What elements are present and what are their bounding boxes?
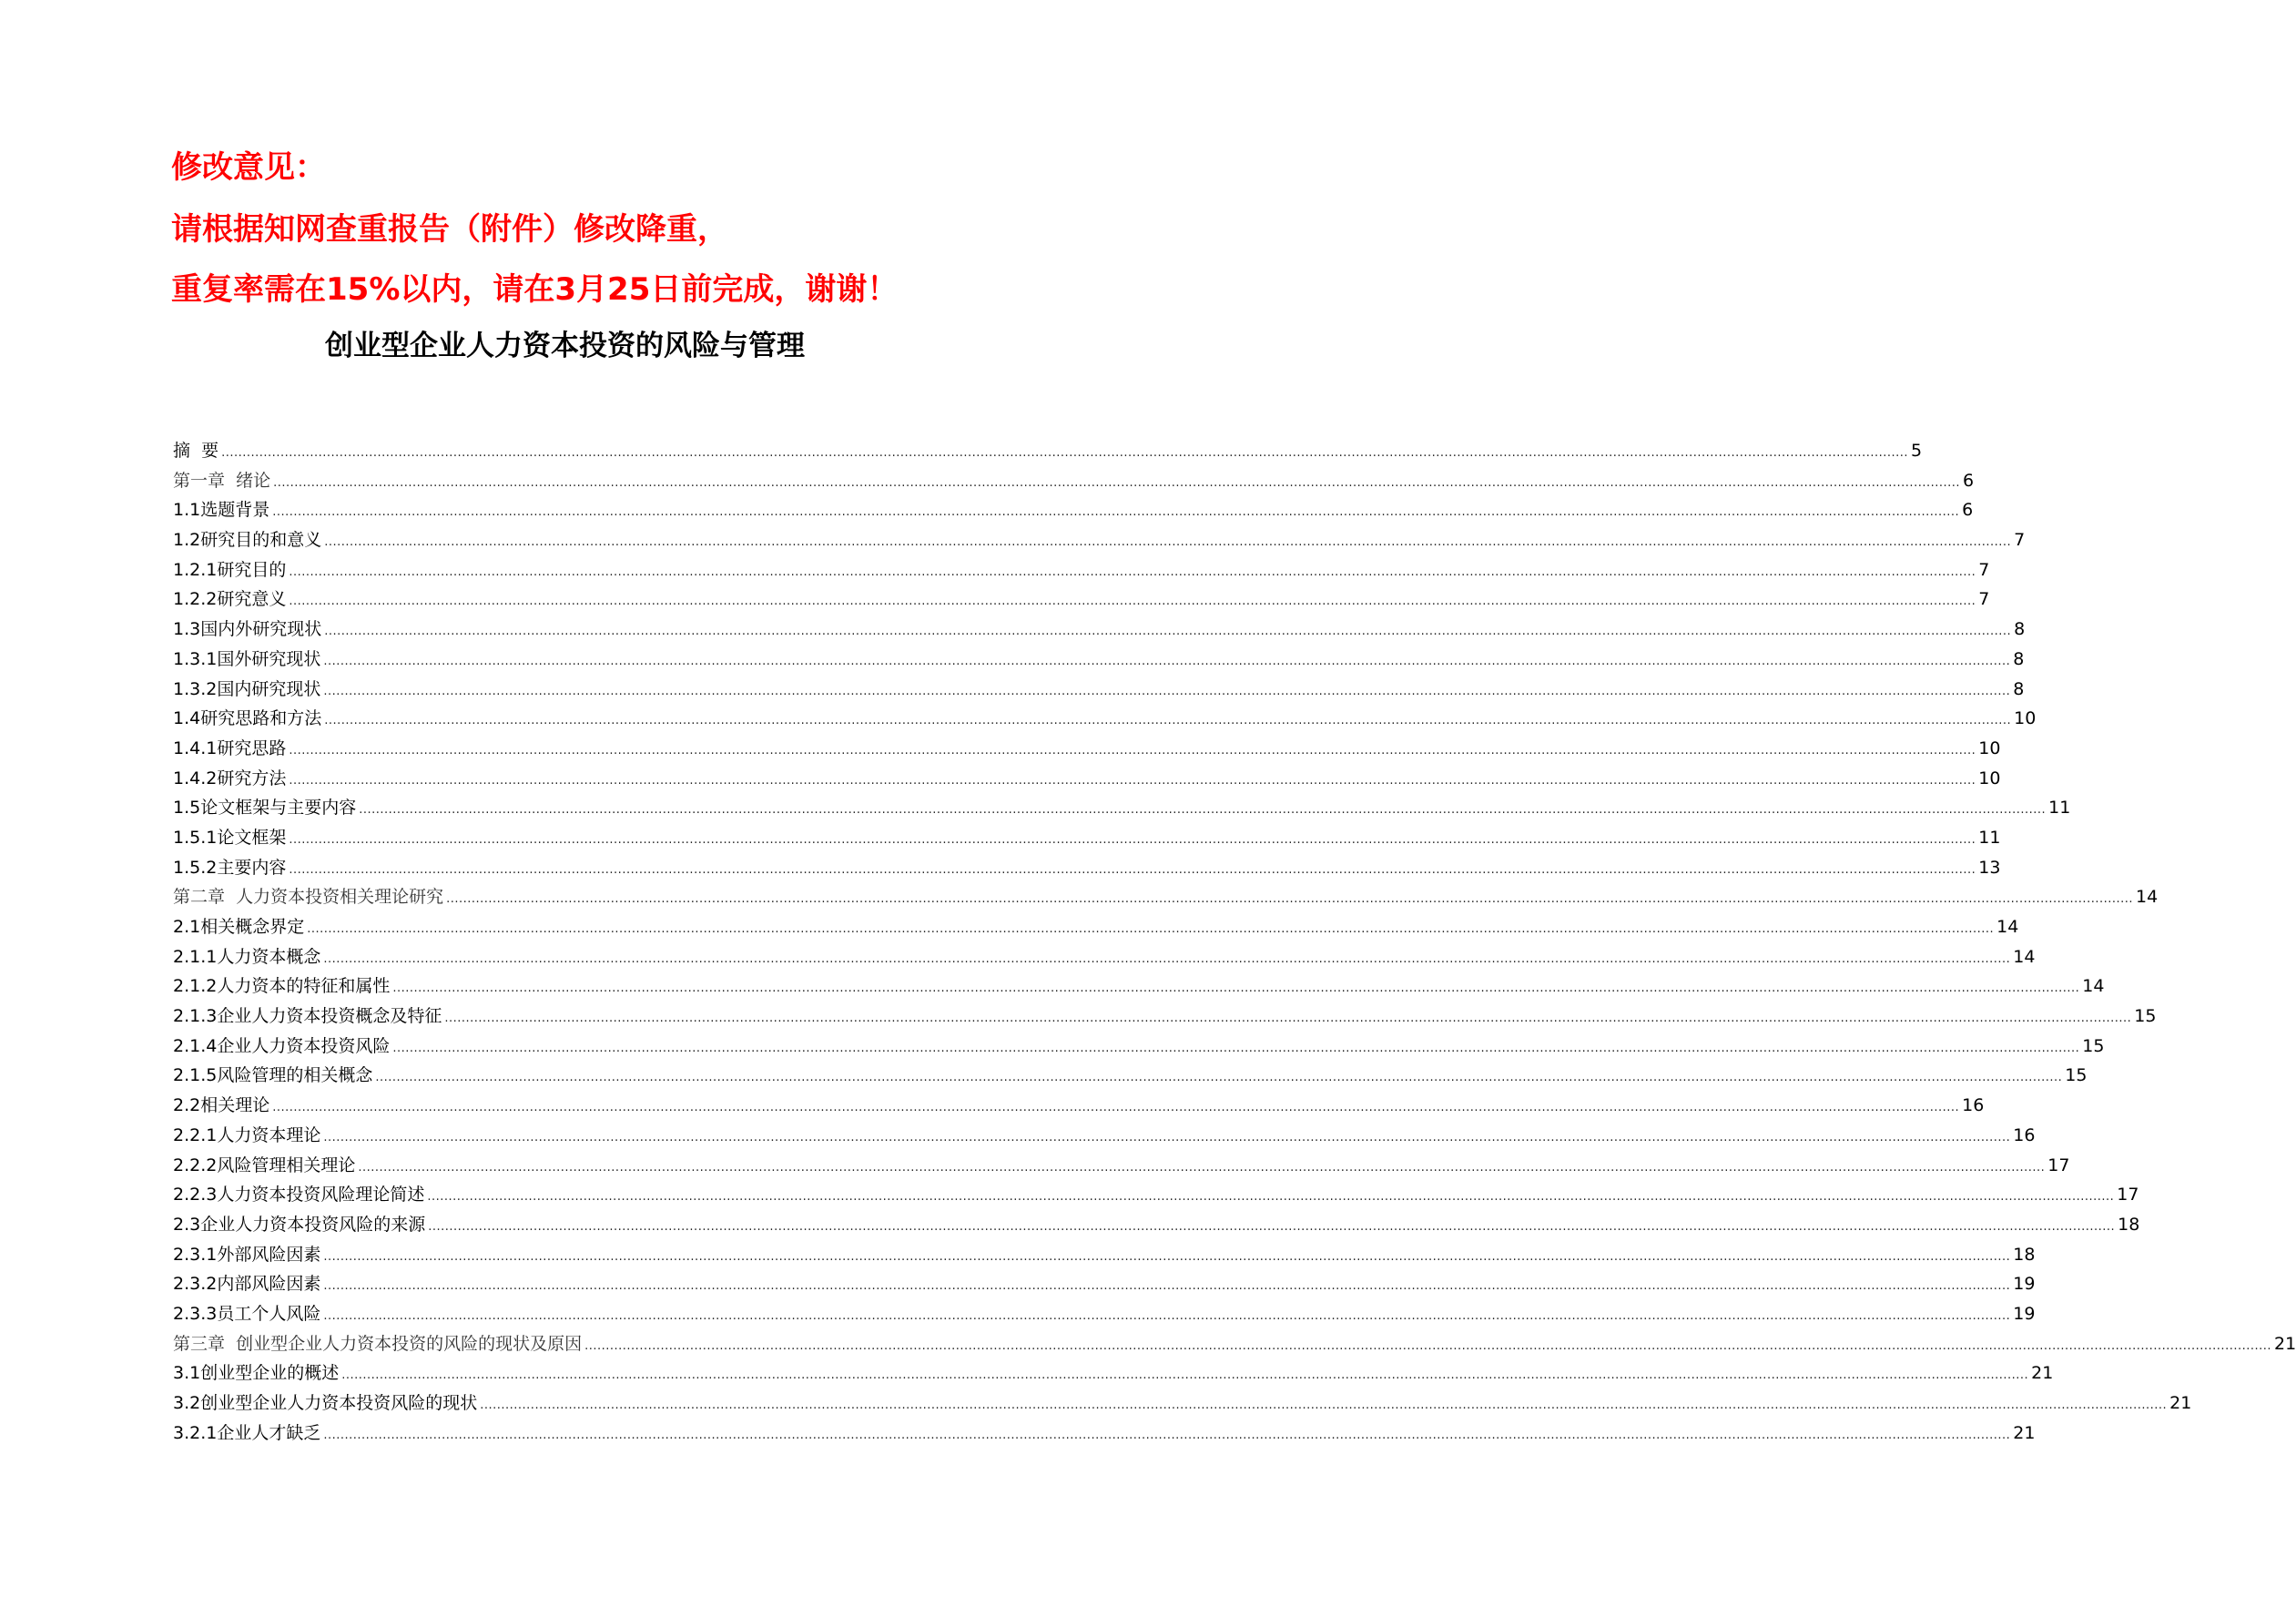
toc-entry-label: 2.1相关概念界定 [173,917,305,937]
toc-entry[interactable] [173,1210,2140,1240]
toc-entry[interactable] [173,466,1975,496]
toc-entry-page-number: 13 [1978,857,2001,878]
toc-entry-label: 1.4.2研究方法 [173,768,287,788]
toc-entry-label: 1.4研究思路和方法 [173,708,322,729]
toc-dot-leader: ................................................................................................................................................................................................................................................................................................................................................................................................................ [584,1338,2272,1353]
toc-entry-page-number: 8 [2013,648,2025,669]
toc-entry-page-number: 10 [1978,737,2001,758]
table-of-contents [173,436,2296,1448]
toc-entry-label: 3.2创业型企业人力资本投资风险的现状 [173,1393,478,1413]
toc-entry-page-number: 21 [2274,1333,2296,1354]
toc-entry-label: 2.1.2人力资本的特征和属性 [173,976,391,997]
toc-entry-page-number: 17 [2117,1185,2139,1205]
toc-entry-label: 2.3.1外部风险因素 [173,1244,321,1265]
toc-entry[interactable] [173,436,1923,466]
toc-entry-page-number: 17 [2047,1155,2070,1175]
toc-entry[interactable] [173,1002,2157,1032]
toc-entry-page-number: 5 [1911,441,1923,461]
toc-dot-leader: ................................................................................................................................................................................................................................................................................................................................................................................................................ [272,1101,1960,1115]
toc-entry[interactable] [173,1240,2036,1270]
toc-entry-label: 2.3.3员工个人风险 [173,1303,321,1324]
toc-entry[interactable] [173,1299,2036,1329]
toc-dot-leader: ................................................................................................................................................................................................................................................................................................................................................................................................................ [444,1012,2132,1026]
toc-entry-label: 2.2相关理论 [173,1095,270,1116]
toc-dot-leader: ................................................................................................................................................................................................................................................................................................................................................................................................................ [359,803,2047,818]
toc-entry[interactable] [173,942,2036,972]
toc-dot-leader: ................................................................................................................................................................................................................................................................................................................................................................................................................ [323,951,2011,966]
toc-entry[interactable] [173,1329,2296,1359]
document-title: 创业型企业人力资本投资的风险与管理 [325,330,805,362]
toc-dot-leader: ................................................................................................................................................................................................................................................................................................................................................................................................................ [289,773,1976,788]
toc-entry[interactable] [173,1151,2070,1181]
toc-dot-leader: ................................................................................................................................................................................................................................................................................................................................................................................................................ [323,1308,2011,1323]
toc-entry-page-number: 11 [1978,827,2001,848]
toc-entry[interactable] [173,1269,2036,1299]
toc-entry-page-number: 19 [2013,1274,2036,1295]
toc-entry-page-number: 6 [1962,500,1974,521]
toc-dot-leader: ................................................................................................................................................................................................................................................................................................................................................................................................................ [289,743,1976,758]
toc-entry-page-number: 16 [2013,1124,2036,1145]
toc-dot-leader: ................................................................................................................................................................................................................................................................................................................................................................................................................ [323,1130,2011,1144]
toc-entry-page-number: 14 [2082,976,2105,997]
toc-entry[interactable] [173,734,2001,764]
toc-entry-label: 第三章 创业型企业人力资本投资的风险的现状及原因 [173,1333,583,1354]
toc-entry-label: 1.3.2国内研究现状 [173,678,321,699]
toc-entry[interactable] [173,1419,2036,1449]
toc-entry-label: 第二章 人力资本投资相关理论研究 [173,887,444,908]
toc-entry-label: 2.1.3企业人力资本投资概念及特征 [173,1006,442,1027]
toc-entry[interactable] [173,525,2026,555]
toc-entry-page-number: 16 [1962,1095,1985,1116]
toc-entry[interactable] [173,853,2001,883]
toc-dot-leader: ................................................................................................................................................................................................................................................................................................................................................................................................................ [358,1160,2046,1175]
toc-entry[interactable] [173,495,1974,525]
toc-entry-label: 1.5.2主要内容 [173,857,287,878]
toc-entry[interactable] [173,1061,2088,1091]
toc-entry-page-number: 8 [2013,678,2025,699]
revision-notice-instruction: 请根据知网查重报告（附件）修改降重， [171,211,728,248]
toc-entry-page-number: 14 [2136,887,2159,908]
toc-dot-leader: ................................................................................................................................................................................................................................................................................................................................................................................................................ [341,1368,2029,1383]
toc-dot-leader: ................................................................................................................................................................................................................................................................................................................................................................................................................ [289,595,1976,609]
revision-notice-deadline: 重复率需在15%以内，请在3月25日前完成，谢谢！ [171,271,899,308]
toc-dot-leader: ................................................................................................................................................................................................................................................................................................................................................................................................................ [323,1249,2011,1264]
toc-dot-leader: ................................................................................................................................................................................................................................................................................................................................................................................................................ [307,922,1995,936]
toc-entry[interactable] [173,555,1990,585]
toc-entry[interactable] [173,1180,2139,1210]
toc-entry-page-number: 7 [1978,559,1990,580]
toc-entry[interactable] [173,704,2037,734]
toc-dot-leader: ................................................................................................................................................................................................................................................................................................................................................................................................................ [446,892,2134,907]
toc-entry-page-number: 18 [2118,1214,2140,1235]
toc-entry[interactable] [173,764,2001,794]
toc-entry-page-number: 15 [2082,1035,2105,1056]
toc-entry-label: 2.2.2风险管理相关理论 [173,1155,356,1175]
revision-notice-heading: 修改意见： [171,149,326,186]
toc-entry-label: 1.2研究目的和意义 [173,530,322,551]
toc-entry[interactable] [173,1032,2105,1062]
toc-entry[interactable] [173,1121,2036,1151]
toc-dot-leader: ................................................................................................................................................................................................................................................................................................................................................................................................................ [323,1428,2011,1442]
toc-entry[interactable] [173,585,1990,615]
toc-entry-page-number: 18 [2013,1244,2036,1265]
toc-entry[interactable] [173,971,2105,1002]
toc-dot-leader: ................................................................................................................................................................................................................................................................................................................................................................................................................ [221,446,1909,460]
toc-dot-leader: ................................................................................................................................................................................................................................................................................................................................................................................................................ [272,505,1960,520]
toc-entry[interactable] [173,912,2019,942]
toc-entry-label: 2.2.3人力资本投资风险理论简述 [173,1185,425,1205]
toc-entry-label: 1.3国内外研究现状 [173,619,322,640]
toc-entry-page-number: 21 [2013,1422,2036,1443]
toc-entry-page-number: 6 [1963,470,1975,491]
toc-entry[interactable] [173,675,2025,705]
toc-entry-page-number: 15 [2065,1065,2088,1086]
toc-dot-leader: ................................................................................................................................................................................................................................................................................................................................................................................................................ [323,1279,2011,1294]
toc-dot-leader: ................................................................................................................................................................................................................................................................................................................................................................................................................ [480,1399,2168,1412]
toc-entry[interactable] [173,645,2025,675]
toc-dot-leader: ................................................................................................................................................................................................................................................................................................................................................................................................................ [324,625,2012,639]
toc-entry-label: 2.1.1人力资本概念 [173,946,321,967]
toc-entry-page-number: 14 [2013,946,2036,967]
toc-dot-leader: ................................................................................................................................................................................................................................................................................................................................................................................................................ [323,684,2011,698]
toc-entry-label: 1.3.1国外研究现状 [173,648,321,669]
toc-entry[interactable] [173,1358,2054,1388]
toc-entry-label: 3.2.1企业人才缺乏 [173,1422,321,1443]
toc-entry-label: 1.2.2研究意义 [173,589,287,610]
toc-dot-leader: ................................................................................................................................................................................................................................................................................................................................................................................................................ [273,475,1961,490]
toc-dot-leader: ................................................................................................................................................................................................................................................................................................................................................................................................................ [324,714,2012,728]
toc-entry-label: 1.5.1论文框架 [173,827,287,848]
toc-dot-leader: ................................................................................................................................................................................................................................................................................................................................................................................................................ [324,535,2012,550]
toc-entry-label: 1.4.1研究思路 [173,737,287,758]
toc-entry[interactable] [173,823,2001,853]
toc-entry-page-number: 21 [2031,1363,2054,1384]
toc-entry-label: 2.3企业人力资本投资风险的来源 [173,1214,426,1235]
toc-dot-leader: ................................................................................................................................................................................................................................................................................................................................................................................................................ [289,832,1976,847]
toc-entry-label: 2.2.1人力资本理论 [173,1124,321,1145]
toc-entry[interactable] [173,882,2159,912]
toc-entry-page-number: 19 [2013,1303,2036,1324]
toc-entry-page-number: 7 [2014,530,2026,551]
toc-entry-label: 1.5论文框架与主要内容 [173,798,357,819]
toc-entry-page-number: 7 [1978,589,1990,610]
toc-dot-leader: ................................................................................................................................................................................................................................................................................................................................................................................................................ [289,862,1976,877]
toc-entry[interactable] [173,793,2071,823]
toc-dot-leader: ................................................................................................................................................................................................................................................................................................................................................................................................................ [392,1041,2080,1055]
toc-dot-leader: ................................................................................................................................................................................................................................................................................................................................................................................................................ [428,1219,2116,1234]
toc-entry-label: 第一章 绪论 [173,470,271,491]
toc-entry-label: 3.1创业型企业的概述 [173,1363,340,1384]
toc-entry-page-number: 14 [1996,917,2019,937]
toc-entry-page-number: 10 [2014,708,2037,729]
toc-dot-leader: ................................................................................................................................................................................................................................................................................................................................................................................................................ [427,1190,2115,1205]
toc-entry-page-number: 15 [2134,1006,2157,1027]
toc-entry-page-number: 8 [2014,619,2026,640]
toc-dot-leader: ................................................................................................................................................................................................................................................................................................................................................................................................................ [323,654,2011,668]
toc-dot-leader: ................................................................................................................................................................................................................................................................................................................................................................................................................ [375,1071,2063,1085]
toc-entry[interactable] [173,1091,1985,1121]
toc-entry[interactable] [173,1388,2192,1419]
toc-entry-label: 2.1.4企业人力资本投资风险 [173,1035,391,1056]
toc-entry-label: 1.2.1研究目的 [173,559,287,580]
toc-entry-label: 2.3.2内部风险因素 [173,1274,321,1295]
toc-entry[interactable] [173,615,2026,645]
toc-dot-leader: ................................................................................................................................................................................................................................................................................................................................................................................................................ [289,565,1976,579]
toc-entry-page-number: 11 [2048,798,2071,819]
toc-entry-page-number: 10 [1978,768,2001,788]
toc-entry-label: 2.1.5风险管理的相关概念 [173,1065,373,1086]
toc-dot-leader: ................................................................................................................................................................................................................................................................................................................................................................................................................ [392,982,2080,996]
toc-entry-label: 摘 要 [173,441,219,461]
toc-entry-page-number: 21 [2169,1393,2192,1413]
toc-entry-label: 1.1选题背景 [173,500,270,521]
